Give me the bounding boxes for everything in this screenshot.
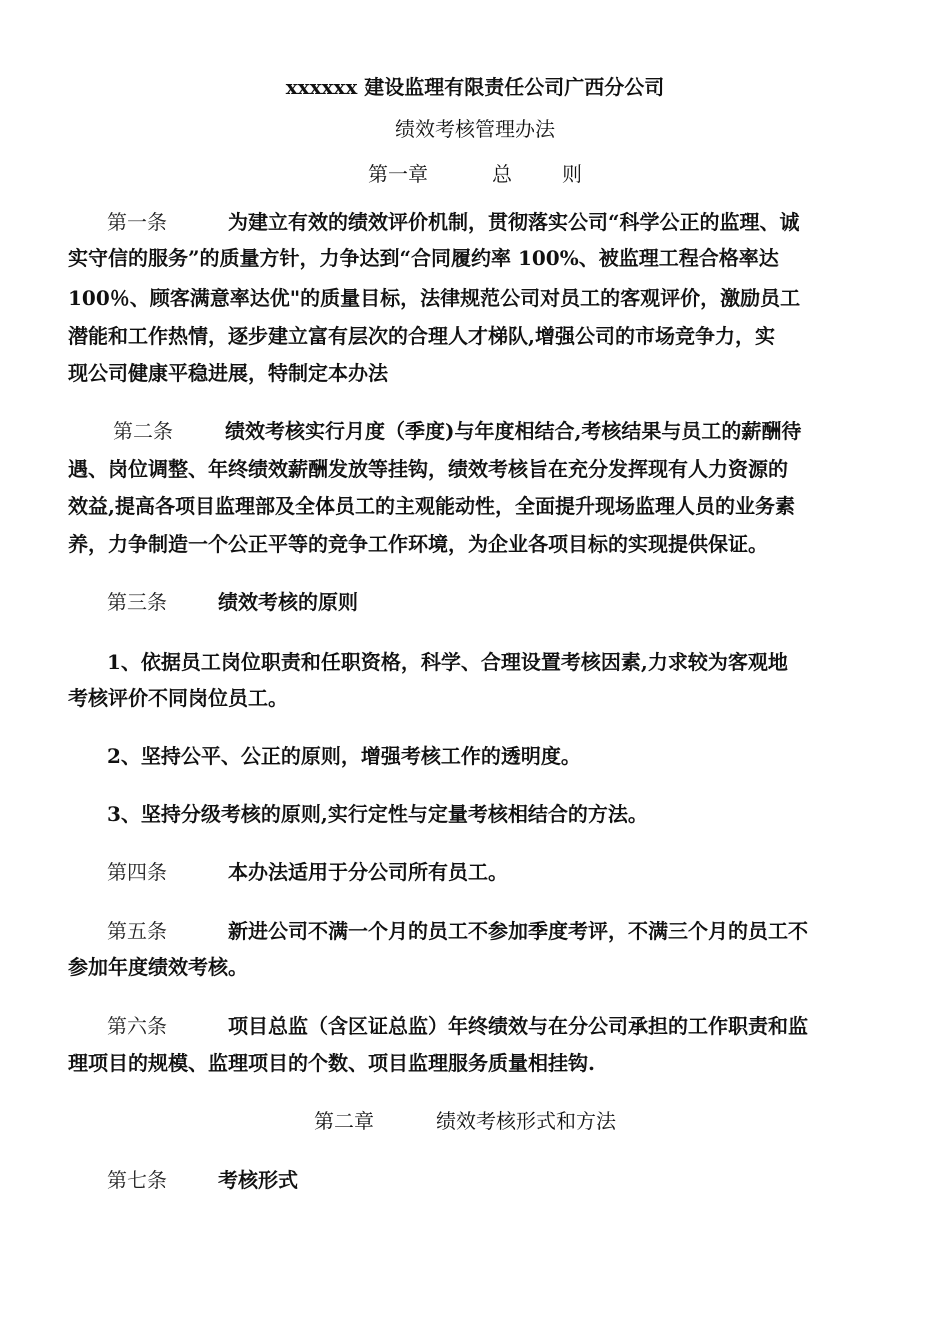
- article-6-line-2: 理项目的规模、监理项目的个数、项目监理服务质量相挂钩.: [68, 1051, 595, 1075]
- article-1-line-1: 为建立有效的绩效评价机制，贯彻落实公司“科学公正的监理、诚: [228, 210, 800, 234]
- article-4-label: 第四条: [107, 860, 167, 884]
- article-2-line-2: 遇、岗位调整、年终绩效薪酬发放等挂钩，绩效考核旨在充分发挥现有人力资源的: [68, 457, 788, 481]
- document-title: xxxxxx 建设监理有限责任公司广西分公司: [285, 75, 665, 99]
- article-2-line-1: 绩效考核实行月度（季度)与年度相结合,考核结果与员工的薪酬待: [225, 419, 802, 443]
- principle-1-line-2: 考核评价不同岗位员工。: [68, 686, 288, 710]
- article-7-text: 考核形式: [218, 1168, 298, 1192]
- chapter-1-label: 第一章: [368, 162, 428, 186]
- article-6-label: 第六条: [107, 1014, 167, 1038]
- article-2-line-3: 效益,提高各项目监理部及全体员工的主观能动性，全面提升现场监理人员的业务素: [68, 494, 795, 518]
- document-subtitle: 绩效考核管理办法: [395, 117, 555, 141]
- article-1-line-2: 实守信的服务”的质量方针，力争达到“合同履约率 100%、被监理工程合格率达: [68, 246, 779, 270]
- article-7-label: 第七条: [107, 1168, 167, 1192]
- article-3-label: 第三条: [107, 590, 167, 614]
- article-2-line-4: 养，力争制造一个公正平等的竞争工作环境，为企业各项目标的实现提供保证。: [68, 532, 768, 556]
- chapter-2-label: 第二章: [314, 1109, 374, 1133]
- article-4-text: 本办法适用于分公司所有员工。: [228, 860, 508, 884]
- article-1-line-5: 现公司健康平稳进展，特制定本办法: [68, 361, 388, 385]
- chapter-1-name-a: 总: [492, 162, 512, 186]
- article-6-line-1: 项目总监（含区证总监）年终绩效与在分公司承担的工作职责和监: [228, 1014, 808, 1038]
- principle-3: 3、坚持分级考核的原则,实行定性与定量考核相结合的方法。: [107, 802, 648, 826]
- article-5-line-2: 参加年度绩效考核。: [68, 955, 248, 979]
- chapter-1-heading: [0, 162, 950, 186]
- chapter-2-name: 绩效考核形式和方法: [436, 1109, 616, 1133]
- article-1-line-3: 100％、顾客满意率达优"的质量目标，法律规范公司对员工的客观评价，激励员工: [68, 286, 801, 310]
- article-3-text: 绩效考核的原则: [218, 590, 358, 614]
- article-2-label: 第二条: [113, 419, 173, 443]
- principle-2: 2、坚持公平、公正的原则，增强考核工作的透明度。: [107, 744, 581, 768]
- article-1-label: 第一条: [107, 210, 167, 234]
- article-5-line-1: 新进公司不满一个月的员工不参加季度考评，不满三个月的员工不: [228, 919, 808, 943]
- chapter-1-name-b: 则: [562, 162, 582, 186]
- article-5-label: 第五条: [107, 919, 167, 943]
- article-1-line-4: 潜能和工作热情，逐步建立富有层次的合理人才梯队,增强公司的市场竞争力，实: [68, 324, 775, 348]
- principle-1-line-1: 1、依据员工岗位职责和任职资格，科学、合理设置考核因素,力求较为客观地: [107, 650, 788, 674]
